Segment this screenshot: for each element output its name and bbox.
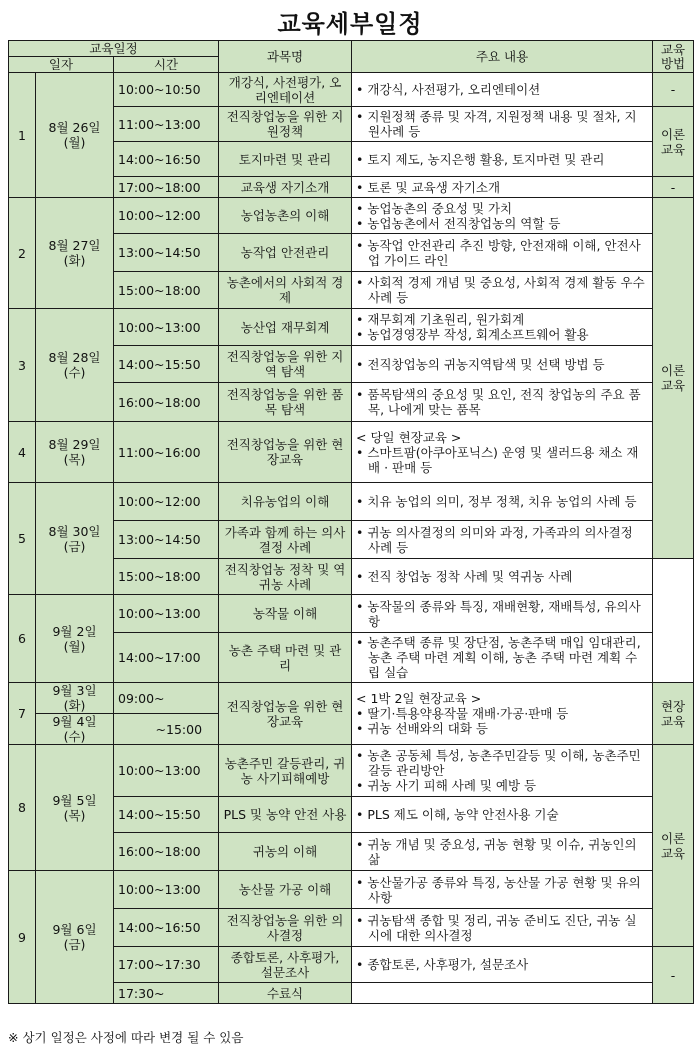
method-cell: - — [653, 947, 694, 1004]
session-subject: 가족과 함께 하는 의사 결정 사례 — [219, 521, 352, 559]
header-time: 시간 — [114, 57, 219, 73]
session-content — [352, 198, 653, 234]
method-cell: 이론 교육 — [653, 745, 694, 947]
session-time: 13:00~14:50 — [114, 234, 219, 272]
session-subject: 전직창업농을 위한 의사결정 — [219, 909, 352, 947]
session-time: 14:00~15:50 — [114, 346, 219, 383]
day-date: 8월 27일 (화) — [36, 198, 114, 309]
content-item: • 농촌 공동체 특성, 농촌주민갈등 및 이해, 농촌주민갈등 관리방안 — [356, 748, 648, 778]
session-time: 10:00~12:00 — [114, 198, 219, 234]
session-subject: 농촌에서의 사회적 경제 — [219, 272, 352, 309]
session-subject: PLS 및 농약 안전 사용 — [219, 797, 352, 833]
content-item: • 귀농 선배와의 대화 등 — [356, 721, 648, 736]
session-time: 14:00~16:50 — [114, 142, 219, 177]
content-item: • 딸기·특용약용작물 재배·가공·판매 등 — [356, 706, 648, 721]
session-content — [352, 559, 653, 595]
method-cell: 이론 교육 — [653, 198, 694, 559]
content-heading: < 1박 2일 현장교육 > — [356, 691, 482, 706]
session-time: 17:00~17:30 — [114, 947, 219, 983]
method-cell: - — [653, 177, 694, 198]
session-content — [352, 683, 653, 745]
session-time: 10:00~13:00 — [114, 871, 219, 909]
session-time: 10:00~12:00 — [114, 483, 219, 521]
session-content — [352, 833, 653, 871]
session-time: 10:00~13:00 — [114, 309, 219, 346]
schedule-table — [8, 40, 694, 1004]
session-subject: 개강식, 사전평가, 오리엔테이션 — [219, 73, 352, 107]
table-row — [9, 309, 694, 346]
session-time: 16:00~18:00 — [114, 383, 219, 422]
day-number: 2 — [9, 198, 36, 309]
method-cell: 이론 교육 — [653, 107, 694, 177]
content-item: • 귀농 사기 피해 사례 및 예방 등 — [356, 778, 648, 793]
content-item: • 품목탐색의 중요성 및 요인, 전직 창업농의 주요 품목, 나에게 맞는 품목 — [356, 387, 648, 417]
session-time: 13:00~14:50 — [114, 521, 219, 559]
session-time: 15:00~18:00 — [114, 559, 219, 595]
content-item: • 개강식, 사전평가, 오리엔테이션 — [356, 82, 648, 97]
session-time: 11:00~13:00 — [114, 107, 219, 142]
session-content — [352, 909, 653, 947]
day-number: 1 — [9, 73, 36, 198]
session-subject: 토지마련 및 관리 — [219, 142, 352, 177]
session-subject: 전직창업농을 위한 현장교육 — [219, 422, 352, 483]
session-subject: 귀농의 이해 — [219, 833, 352, 871]
session-content — [352, 983, 653, 1004]
content-item: • 농작물의 종류와 특징, 재배현황, 재배특성, 유의사항 — [356, 599, 648, 629]
footnote: ※ 상기 일정은 사정에 따라 변경 될 수 있음 — [8, 1030, 244, 1045]
table-row — [9, 745, 694, 797]
session-content — [352, 521, 653, 559]
session-content — [352, 947, 653, 983]
content-item: • 재무회계 기초원리, 원가회계 — [356, 312, 648, 327]
header-subject: 과목명 — [219, 41, 352, 73]
session-time: 11:00~16:00 — [114, 422, 219, 483]
session-subject: 농산업 재무회계 — [219, 309, 352, 346]
session-time: 16:00~18:00 — [114, 833, 219, 871]
session-subject: 치유농업의 이해 — [219, 483, 352, 521]
session-time: 17:00~18:00 — [114, 177, 219, 198]
session-subject: 전직창업농을 위한 품목 탐색 — [219, 383, 352, 422]
day-number: 9 — [9, 871, 36, 1004]
day-number: 6 — [9, 595, 36, 683]
page-title: 교육세부일정 — [277, 10, 423, 38]
content-item: • 농업농촌에서 전직창업농의 역할 등 — [356, 216, 648, 231]
content-heading: < 당일 현장교육 > — [356, 429, 462, 445]
session-content — [352, 142, 653, 177]
session-subject: 수료식 — [219, 983, 352, 1004]
table-row — [9, 73, 694, 107]
day-date: 9월 6일 (금) — [36, 871, 114, 1004]
session-content — [352, 595, 653, 633]
session-subject: 전직창업농을 위한 현장교육 — [219, 683, 352, 745]
table-row — [9, 198, 694, 234]
content-item: • 전직창업농의 귀농지역탐색 및 선택 방법 등 — [356, 357, 648, 372]
day-number: 7 — [9, 683, 36, 745]
session-content — [352, 73, 653, 107]
session-time: 14:00~16:50 — [114, 909, 219, 947]
header-schedule: 교육일정 — [9, 41, 219, 57]
session-time: 17:30~ — [114, 983, 219, 1004]
session-content — [352, 871, 653, 909]
session-content — [352, 633, 653, 683]
session-subject: 종합토론, 사후평가, 설문조사 — [219, 947, 352, 983]
content-item: • 귀농탐색 종합 및 정리, 귀농 준비도 진단, 귀농 실시에 대한 의사결정 — [356, 913, 648, 943]
session-content — [352, 107, 653, 142]
method-cell: 현장 교육 — [653, 683, 694, 745]
session-content — [352, 745, 653, 797]
session-subject: 교육생 자기소개 — [219, 177, 352, 198]
session-subject: 전직창업농 정착 및 역귀농 사례 — [219, 559, 352, 595]
session-subject: 농작물 이해 — [219, 595, 352, 633]
session-time: 10:00~13:00 — [114, 745, 219, 797]
session-subject: 농촌 주택 마련 및 관리 — [219, 633, 352, 683]
content-item: • 귀농 의사결정의 의미와 과정, 가족과의 의사결정 사례 등 — [356, 525, 648, 555]
content-item: • 농작업 안전관리 추진 방향, 안전재해 이해, 안전사업 가이드 라인 — [356, 238, 648, 268]
table-row — [9, 422, 694, 483]
day-date-start: 9월 3일 (화) — [36, 683, 114, 714]
day-number: 3 — [9, 309, 36, 422]
content-item: • 치유 농업의 의미, 정부 정책, 치유 농업의 사례 등 — [356, 494, 648, 509]
session-time-start: 09:00~ — [114, 683, 219, 714]
content-item: • 종합토론, 사후평가, 설문조사 — [356, 957, 648, 972]
session-content — [352, 177, 653, 198]
session-subject: 농촌주민 갈등관리, 귀농 사기피해예방 — [219, 745, 352, 797]
content-item: • PLS 제도 이해, 농약 안전사용 기술 — [356, 807, 648, 822]
day-number: 8 — [9, 745, 36, 871]
session-content — [352, 483, 653, 521]
session-content — [352, 797, 653, 833]
session-subject: 농업농촌의 이해 — [219, 198, 352, 234]
day-number: 4 — [9, 422, 36, 483]
content-item: • 농업농촌의 중요성 및 가치 — [356, 201, 648, 216]
content-item: • 귀농 개념 및 중요성, 귀농 현황 및 이슈, 귀농인의 삶 — [356, 837, 648, 867]
content-item: • 농촌주택 종류 및 장단점, 농촌주택 매입 임대관리, 농촌 주택 마련 계획 이해, 농촌 주택 마련 계획 수립 실습 — [356, 635, 648, 680]
session-content — [352, 383, 653, 422]
session-content — [352, 309, 653, 346]
content-item: • 농산물가공 종류와 특징, 농산물 가공 현황 및 유의사항 — [356, 875, 648, 905]
day-date: 8월 28일 (수) — [36, 309, 114, 422]
day-date-end: 9월 4일 (수) — [36, 714, 114, 745]
header-date: 일자 — [9, 57, 114, 73]
session-subject: 농작업 안전관리 — [219, 234, 352, 272]
day-date: 9월 2일 (월) — [36, 595, 114, 683]
day-date: 8월 29일 (목) — [36, 422, 114, 483]
table-row — [9, 595, 694, 633]
session-time: 10:00~10:50 — [114, 73, 219, 107]
session-content — [352, 346, 653, 383]
table-row — [9, 683, 694, 714]
content-item: • 지원정책 종류 및 자격, 지원정책 내용 및 절차, 지원사례 등 — [356, 109, 648, 139]
table-row — [9, 871, 694, 909]
session-subject: 농산물 가공 이해 — [219, 871, 352, 909]
session-time: 14:00~15:50 — [114, 797, 219, 833]
content-item: • 스마트팜(아쿠아포닉스) 운영 및 샐러드용 채소 재배 · 판매 등 — [356, 445, 648, 475]
session-content — [352, 234, 653, 272]
session-content — [352, 422, 653, 483]
session-time: 10:00~13:00 — [114, 595, 219, 633]
day-date: 9월 5일 (목) — [36, 745, 114, 871]
header-row-1 — [9, 41, 694, 57]
method-cell: - — [653, 73, 694, 107]
day-date: 8월 26일 (월) — [36, 73, 114, 198]
session-time-end: ~15:00 — [114, 714, 219, 745]
session-time: 14:00~17:00 — [114, 633, 219, 683]
session-time: 15:00~18:00 — [114, 272, 219, 309]
table-row — [9, 483, 694, 521]
day-number: 5 — [9, 483, 36, 595]
session-content — [352, 272, 653, 309]
content-item: • 농업경영장부 작성, 회계소프트웨어 활용 — [356, 327, 648, 342]
session-subject: 전직창업농을 위한 지역 탐색 — [219, 346, 352, 383]
session-subject: 전직창업농을 위한 지원정책 — [219, 107, 352, 142]
content-item: • 전직 창업농 정착 사례 및 역귀농 사례 — [356, 569, 648, 584]
header-method: 교육 방법 — [653, 41, 694, 73]
day-date: 8월 30일 (금) — [36, 483, 114, 595]
content-item: • 사회적 경제 개념 및 중요성, 사회적 경제 활동 우수사례 등 — [356, 275, 648, 305]
header-content: 주요 내용 — [352, 41, 653, 73]
content-item: • 토론 및 교육생 자기소개 — [356, 180, 648, 195]
content-item: • 토지 제도, 농지은행 활용, 토지마련 및 관리 — [356, 152, 648, 167]
